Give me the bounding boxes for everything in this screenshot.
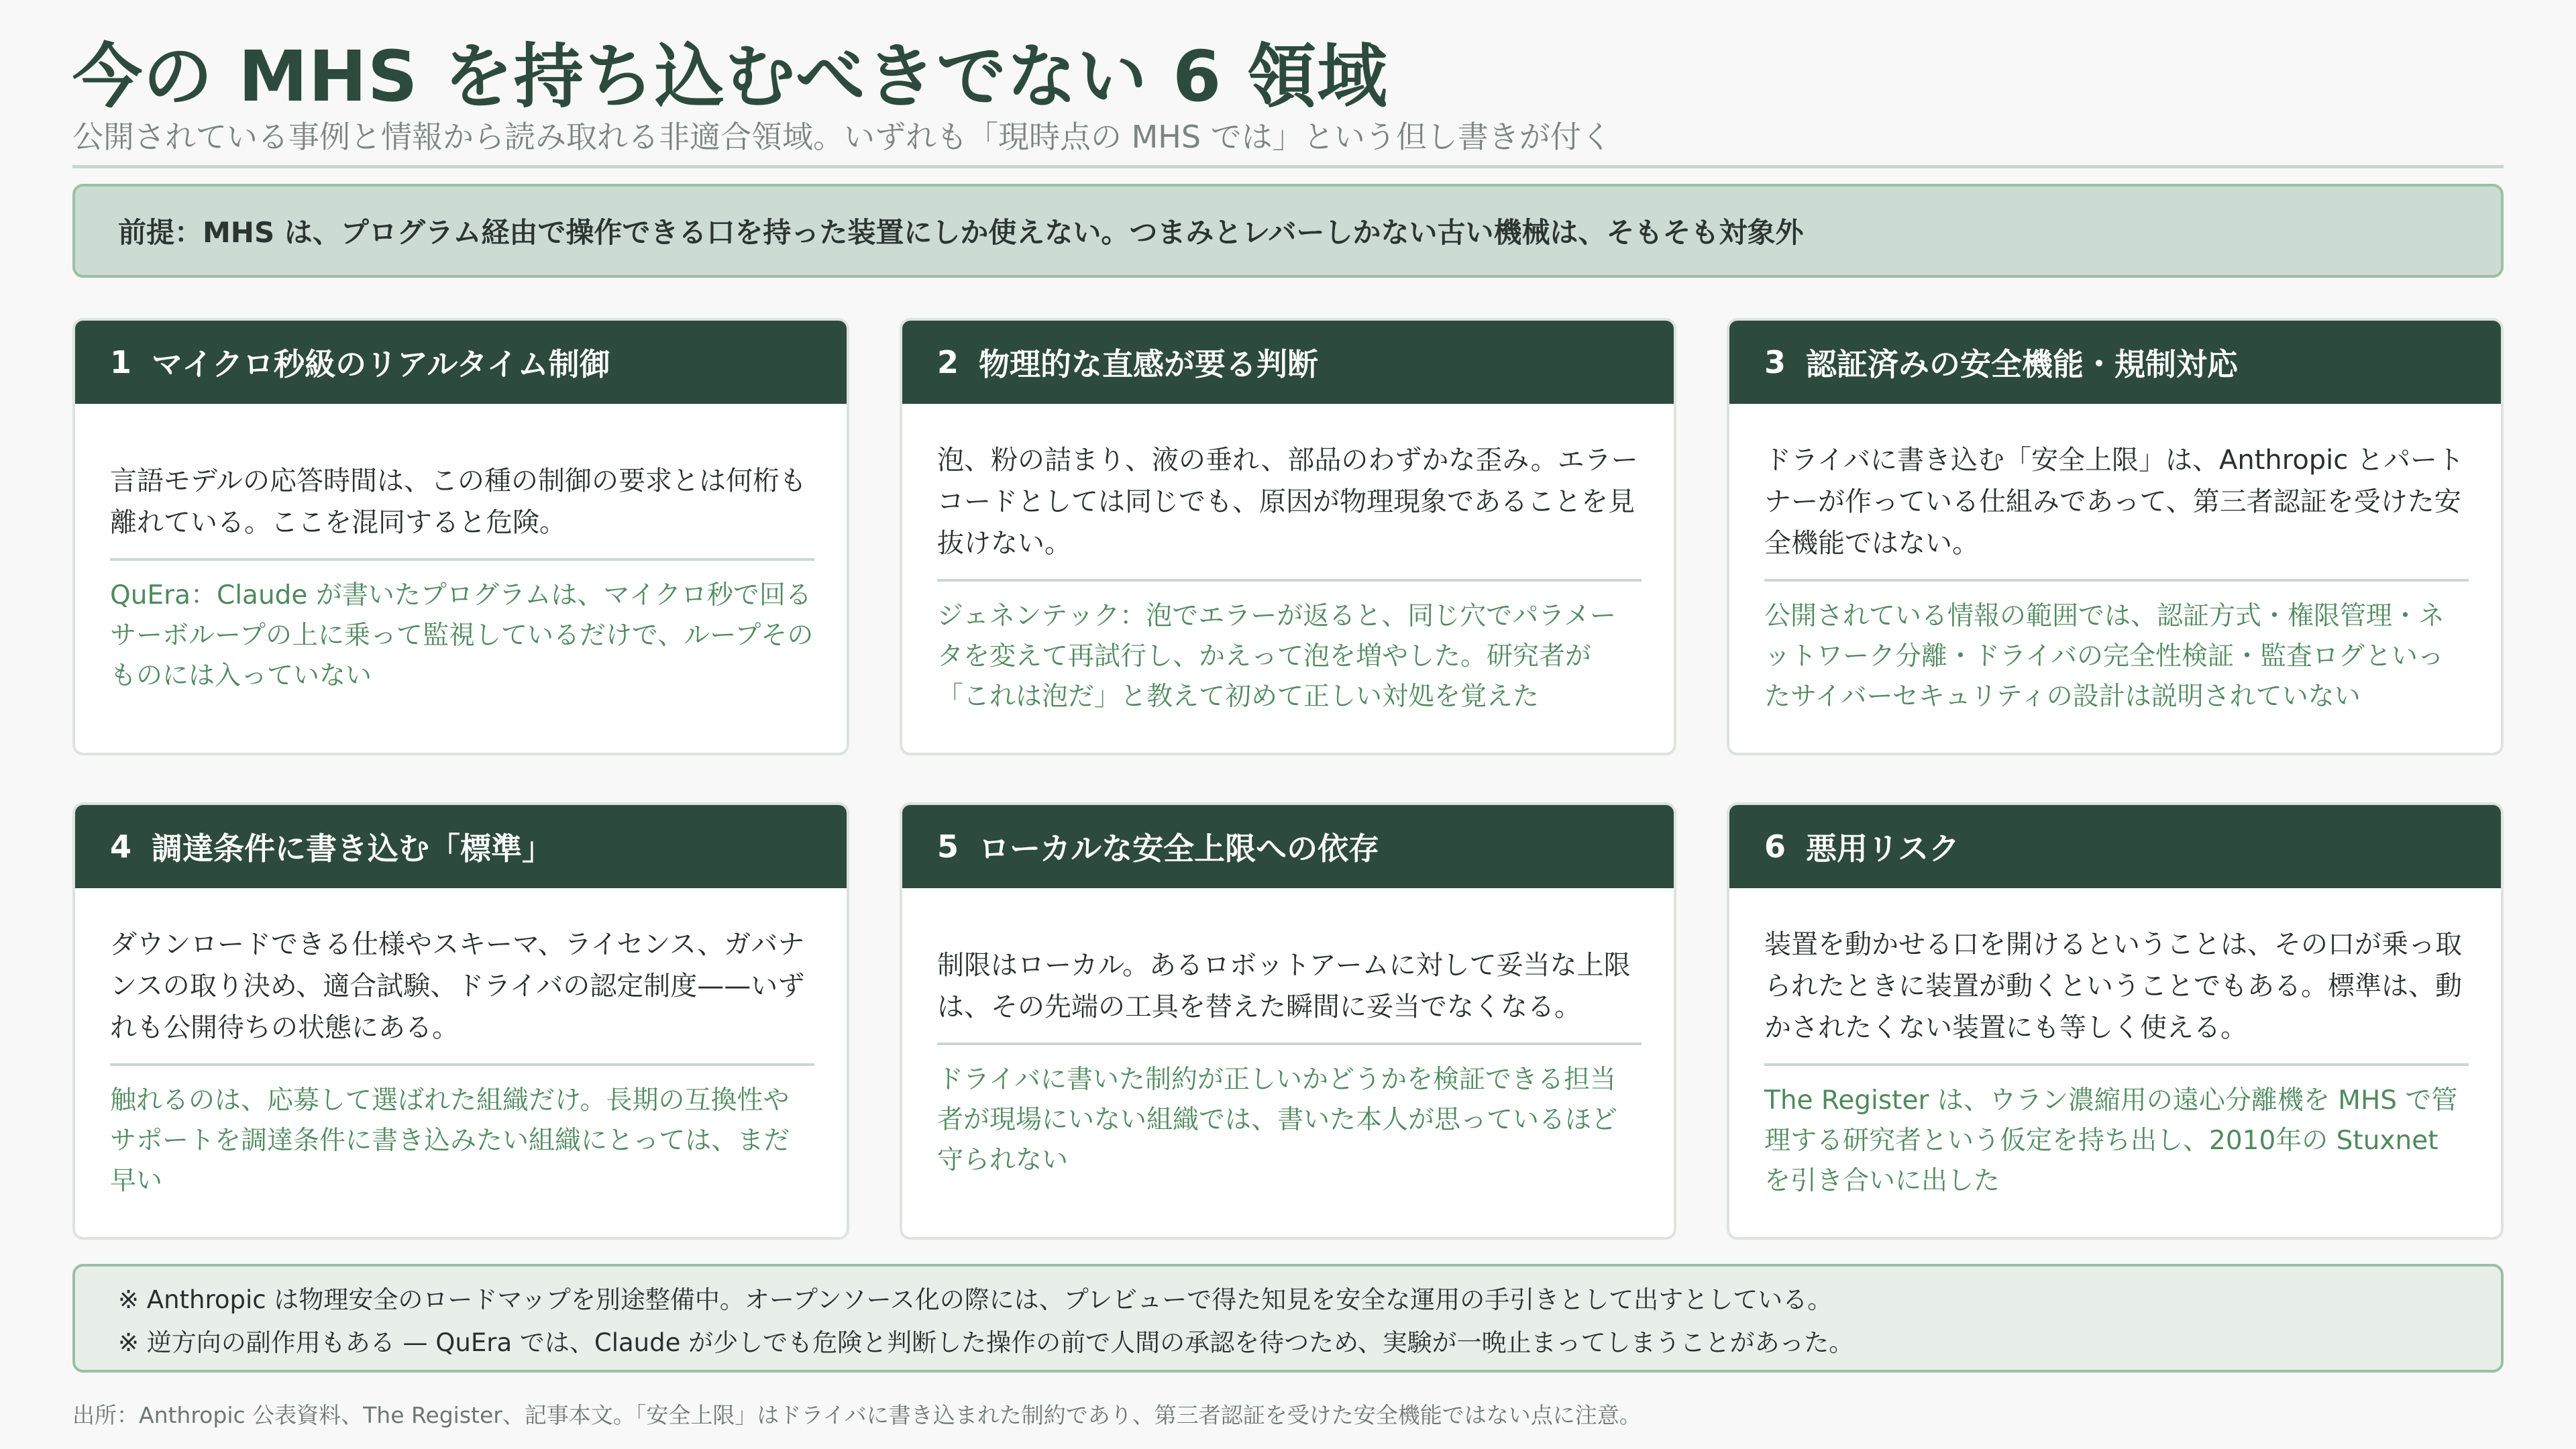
card-title: マイクロ秒級のリアルタイム制御 xyxy=(152,346,610,382)
card-header xyxy=(1729,805,2501,888)
card-example-note: QuEra：Claude が書いたプログラムは、マイクロ秒で回るサーボループの上に乗って監視しているだけで、ループそのものには入っていない xyxy=(110,580,814,691)
card-body xyxy=(1729,888,2501,1237)
card-number: 4 xyxy=(110,828,132,865)
card-header xyxy=(1729,321,2501,404)
page-subtitle: 公開されている事例と情報から読み取れる非適合領域。いずれも「現時点の MHS では」という但し書きが付く xyxy=(72,119,1612,155)
card-example-note: ドライバに書いた制約が正しいかどうかを検証できる担当者が現場にいない組織では、書いた本人が思っているほど守られない xyxy=(937,1065,1618,1175)
card-realtime-control xyxy=(72,318,849,755)
card-title: 調達条件に書き込む「標準」 xyxy=(152,830,553,867)
card-misuse-risk xyxy=(1727,802,2504,1240)
card-body xyxy=(75,404,847,753)
card-number: 6 xyxy=(1764,828,1786,865)
card-main-text: 装置を動かせる口を開けるということは、その口が乗っ取られたときに装置が動くということでもある。標準は、動かされたくない装置にも等しく使える。 xyxy=(1764,929,2462,1043)
card-body xyxy=(75,888,847,1237)
card-physical-intuition xyxy=(900,318,1676,755)
card-local-safety-limits xyxy=(900,802,1676,1240)
card-example-note: ジェネンテック：泡でエラーが返ると、同じ穴でパラメータを変えて再試行し、かえって泡を増やした。研究者が「これは泡だ」と教えて初めて正しい対処を覚えた xyxy=(937,601,1617,712)
header-divider xyxy=(72,165,2504,168)
card-divider xyxy=(110,1063,814,1066)
source-note: 出所：Anthropic 公表資料、The Register、記事本文。「安全上限」はドライバに書き込まれた制約であり、第三者認証を受けた安全機能ではない点に注意。 xyxy=(72,1402,1642,1428)
card-divider xyxy=(937,579,1642,582)
footnote-side-effect: ※ 逆方向の副作用もある — QuEra では、Claude が少しでも危険と判断した操作の前で人間の承認を待つため、実験が一晩止まってしまうことがあった。 xyxy=(118,1328,1854,1357)
card-main-text: 言語モデルの応答時間は、この種の制御の要求とは何桁も離れている。ここを混同すると危険。 xyxy=(110,466,806,538)
card-example-note: 触れるのは、応募して選ばれた組織だけ。長期の互換性やサポートを調達条件に書き込みたい組織にとっては、まだ早い xyxy=(110,1085,790,1196)
card-body xyxy=(1729,404,2501,753)
card-main-text: 泡、粉の詰まり、液の垂れ、部品のわずかな歪み。エラーコードとしては同じでも、原因が物理現象であることを見抜けない。 xyxy=(937,445,1638,559)
card-body xyxy=(902,404,1674,753)
card-header xyxy=(902,321,1674,404)
page xyxy=(72,0,2504,1449)
card-title: 悪用リスク xyxy=(1806,830,1960,867)
card-title: ローカルな安全上限への依存 xyxy=(979,830,1380,867)
card-example-note: 公開されている情報の範囲では、認証方式・権限管理・ネットワーク分離・ドライバの完全性検証・監査ログといったサイバーセキュリティの設計は説明されていない xyxy=(1764,601,2445,712)
card-example-note: The Register は、ウラン濃縮用の遠心分離機を MHS で管理する研究者という仮定を持ち出し、2010年の Stuxnet を引き合いに出した xyxy=(1764,1085,2458,1196)
card-number: 5 xyxy=(937,828,959,865)
card-divider xyxy=(110,558,814,561)
card-divider xyxy=(937,1042,1642,1045)
card-main-text: ドライバに書き込む「安全上限」は、Anthropic とパートナーが作っている仕組みであって、第三者認証を受けた安全機能ではない。 xyxy=(1764,445,2464,559)
card-header xyxy=(902,805,1674,888)
card-body xyxy=(902,888,1674,1237)
page-title: 今の MHS を持ち込むべきでない 6 領域 xyxy=(72,36,1388,117)
card-certified-safety xyxy=(1727,318,2504,755)
footnotes-box xyxy=(72,1264,2504,1373)
card-main-text: ダウンロードできる仕様やスキーマ、ライセンス、ガバナンスの取り決め、適合試験、ドライバの認定制度——いずれも公開待ちの状態にある。 xyxy=(110,929,805,1043)
card-header xyxy=(75,805,847,888)
premise-banner: 前提：MHS は、プログラム経由で操作できる口を持った装置にしか使えない。つまみとレバーしかない古い機械は、そもそも対象外 xyxy=(72,184,2504,278)
card-title: 物理的な直感が要る判断 xyxy=(979,346,1319,382)
card-header xyxy=(75,321,847,404)
card-divider xyxy=(1764,579,2469,582)
card-number: 3 xyxy=(1764,344,1786,380)
card-main-text: 制限はローカル。あるロボットアームに対して妥当な上限は、その先端の工具を替えた瞬間に妥当でなくなる。 xyxy=(937,950,1631,1022)
footnote-roadmap: ※ Anthropic は物理安全のロードマップを別途整備中。オープンソース化の際には、プレビューで得た知見を安全な運用の手引きとして出すとしている。 xyxy=(118,1285,1833,1314)
card-procurement-standard xyxy=(72,802,849,1240)
card-divider xyxy=(1764,1063,2469,1066)
card-number: 2 xyxy=(937,344,959,380)
card-number: 1 xyxy=(110,344,132,380)
card-title: 認証済みの安全機能・規制対応 xyxy=(1806,346,2239,382)
